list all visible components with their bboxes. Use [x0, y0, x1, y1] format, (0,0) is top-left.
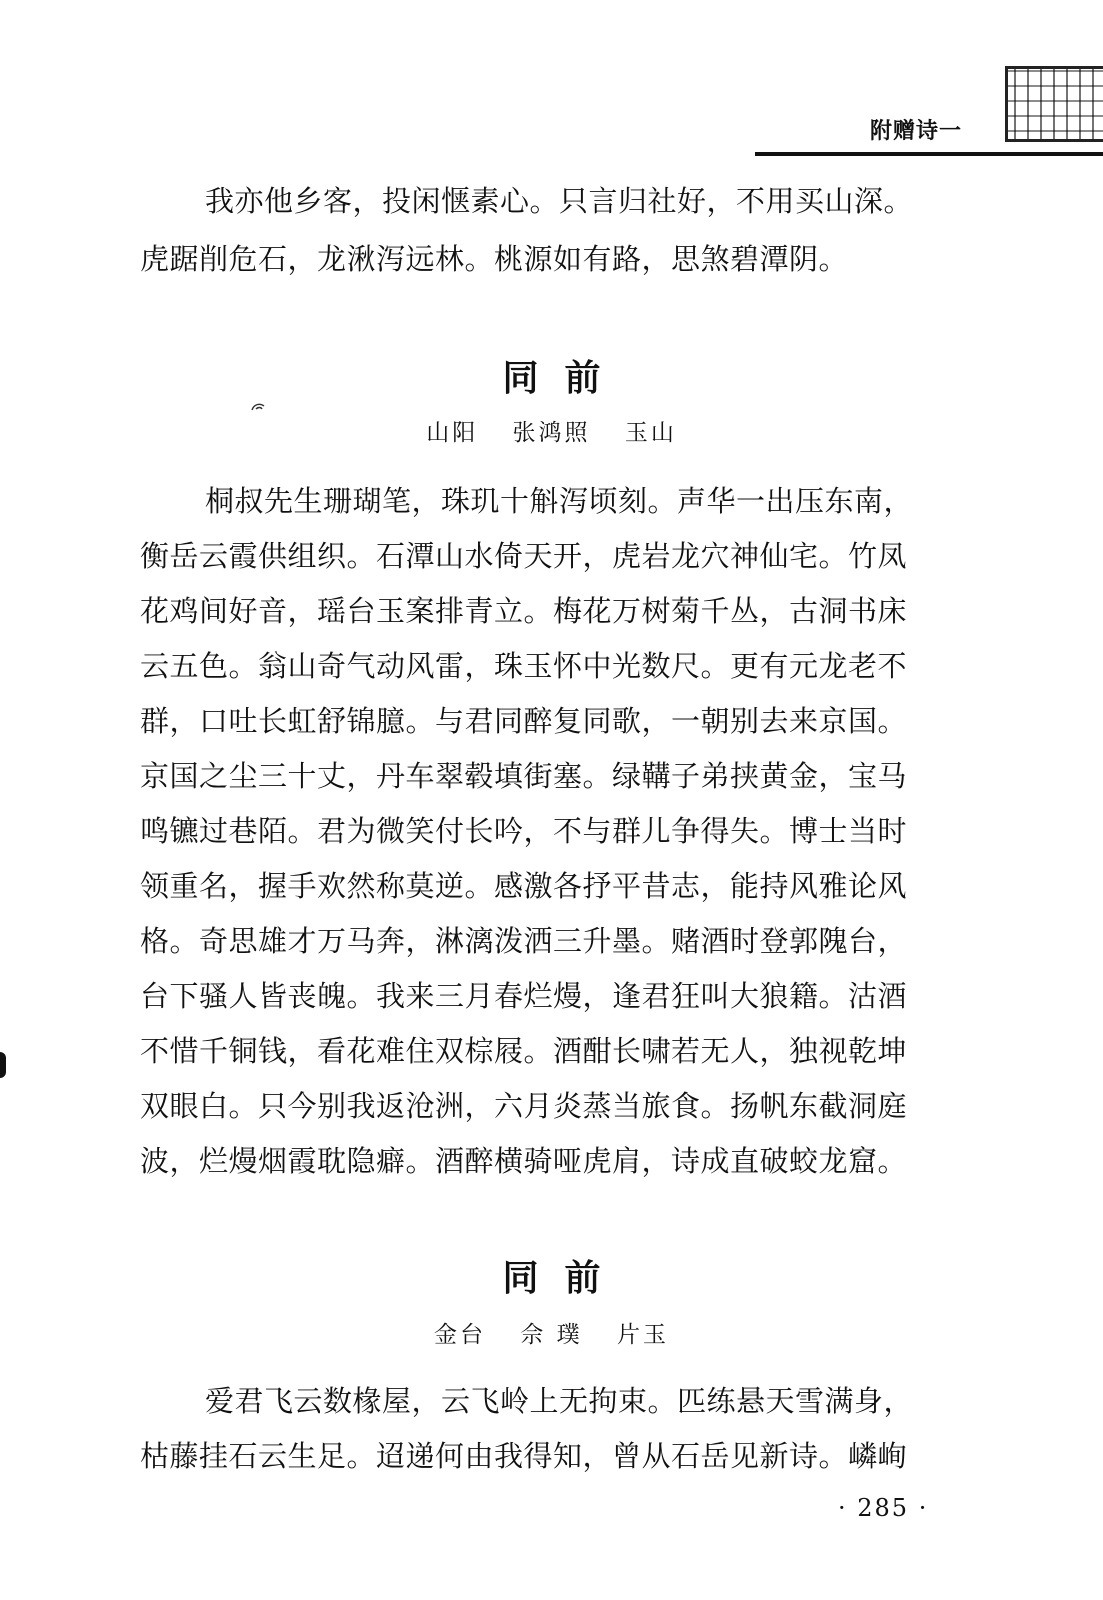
seal-stamp	[1005, 66, 1103, 142]
poem-2-title: 同前	[502, 358, 627, 399]
poem-3-title: 同前	[502, 1258, 627, 1299]
poem-3-line-2: 枯藤挂石云生足。迢递何由我得知，曾从石岳见新诗。嶙峋	[140, 1439, 908, 1473]
running-header: 附赠诗一	[870, 119, 963, 144]
poem-2-line-7: 鸣镳过巷陌。君为微笑付长吟，不与群儿争得失。博士当时	[140, 814, 908, 848]
byline-courtesy-name: 玉山	[624, 420, 677, 446]
page-number: · 285 ·	[838, 1494, 929, 1522]
poem-2-byline	[0, 414, 1103, 447]
poem-2-line-12: 双眼白。只今别我返沧洲，六月炎蒸当旅食。扬帆东截洞庭	[140, 1089, 908, 1123]
poem-2-line-6: 京国之尘三十丈，丹车翠毂填街塞。绿鞲子弟挟黄金，宝马	[140, 759, 908, 793]
byline-courtesy-name: 片玉	[616, 1322, 669, 1348]
poem-2-line-10: 台下骚人皆丧魄。我来三月春烂熳，逢君狂叫大狼籍。沽酒	[140, 979, 908, 1013]
poem-1-line-1: 我亦他乡客，投闲惬素心。只言归社好，不用买山深。	[205, 184, 914, 218]
byline-author: 张鸿照	[512, 420, 591, 446]
poem-2-line-13: 波，烂熳烟霞耽隐癖。酒醉横骑哑虎肩，诗成直破蛟龙窟。	[140, 1144, 908, 1178]
poem-2-line-4: 云五色。翁山奇气动风雷，珠玉怀中光数尺。更有元龙老不	[140, 649, 908, 683]
header-rule	[755, 152, 1103, 156]
poem-2-line-8: 领重名，握手欢然称莫逆。感激各抒平昔志，能持风雅论风	[140, 869, 908, 903]
poem-3-byline	[0, 1316, 1103, 1349]
poem-2-line-1: 桐叔先生珊瑚笔，珠玑十斛泻顷刻。声华一出压东南，	[205, 484, 914, 518]
poem-2-line-9: 格。奇思雄才万马奔，淋漓泼洒三升墨。赌酒时登郭隗台，	[140, 924, 908, 958]
poem-3-line-1: 爱君飞云数椽屋，云飞岭上无拘束。匹练悬天雪满身，	[205, 1384, 914, 1418]
poem-1-line-2: 虎踞削危石，龙湫泻远林。桃源如有路，思煞碧潭阴。	[140, 242, 849, 276]
ink-speck-mark	[250, 402, 266, 412]
poem-2-line-3: 花鸡间好音，瑶台玉案排青立。梅花万树菊千丛，古洞书床	[140, 594, 908, 628]
poem-2-line-11: 不惜千铜钱，看花难住双棕屐。酒酣长啸若无人，独视乾坤	[140, 1034, 908, 1068]
byline-place: 山阳	[426, 420, 479, 446]
poem-2-line-2: 衡岳云霞供组织。石潭山水倚天开，虎岩龙穴神仙宅。竹凤	[140, 539, 908, 573]
byline-place: 金台	[434, 1322, 487, 1348]
poem-2-line-5: 群，口吐长虹舒锦臆。与君同醉复同歌，一朝别去来京国。	[140, 704, 908, 738]
byline-author: 佘 璞	[520, 1322, 583, 1348]
left-edge-mark	[0, 1052, 6, 1078]
